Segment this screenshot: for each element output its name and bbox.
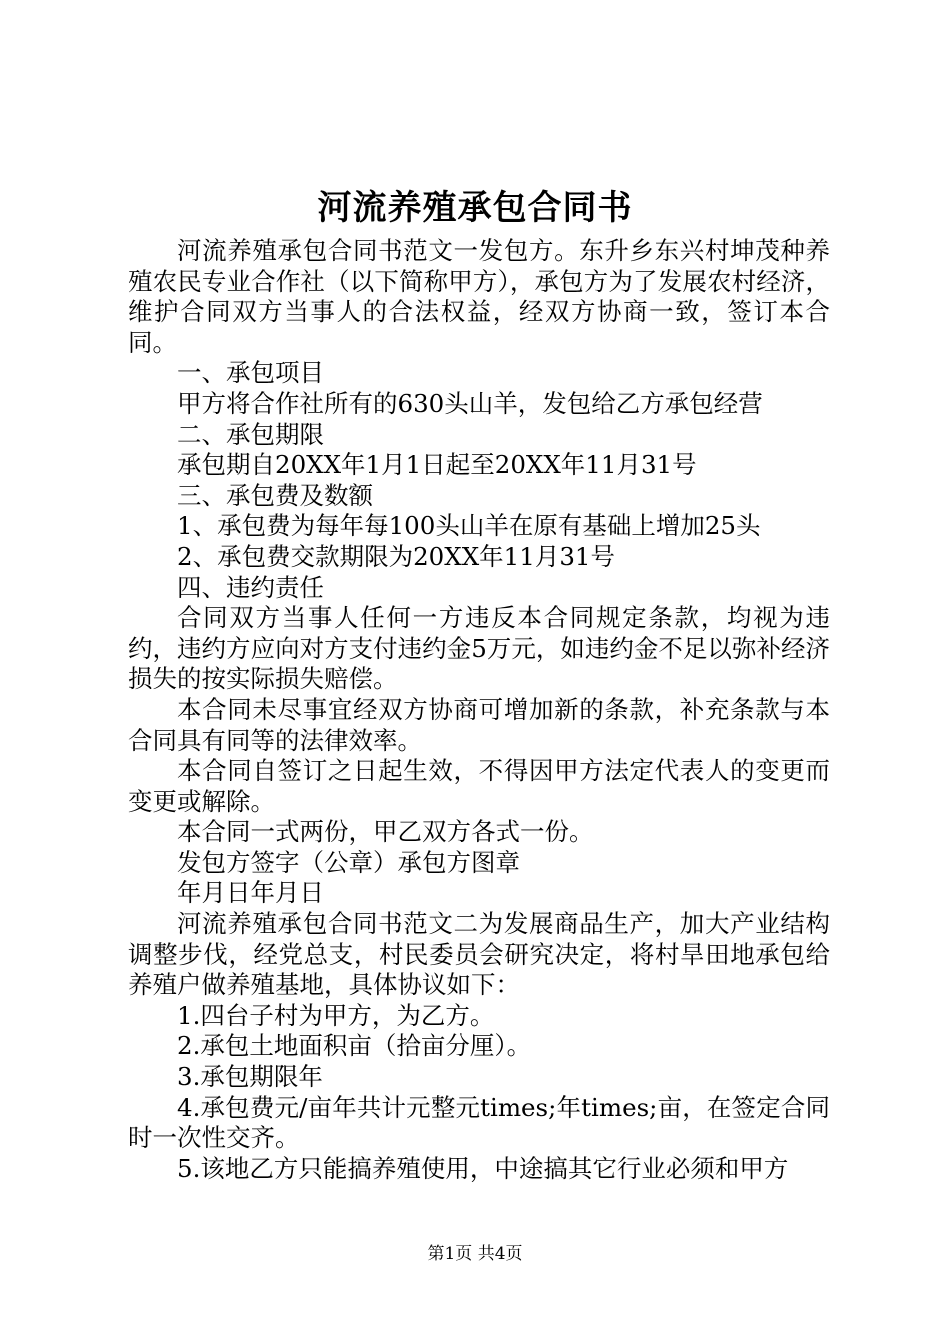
document-title: 河流养殖承包合同书 [317,188,633,228]
paragraph: 河流养殖承包合同书范文一发包方。东升乡东兴村坤茂种养殖农民专业合作社（以下简称甲方），承包方为了发展农村经济，维护合同双方当事人的合法权益，经双方协商一致，签订本合同。 [128,236,830,357]
paragraph: 2.承包土地面积亩（拾亩分厘）。 [177,1031,532,1061]
paragraph: 四、违约责任 [177,572,324,602]
paragraph: 5.该地乙方只能搞养殖使用，中途搞其它行业必须和甲方 [177,1153,789,1183]
paragraph: 2、承包费交款期限为20XX年11月31号 [177,541,615,571]
paragraph: 4.承包费元/亩年共计元整元times;年times;亩，在签定合同时一次性交齐。 [128,1092,830,1153]
paragraph: 河流养殖承包合同书范文二为发展商品生产，加大产业结构调整步伐，经党总支，村民委员会研究决定，将村旱田地承包给养殖户做养殖基地，具体协议如下： [128,909,830,1000]
paragraph: 一、承包项目 [177,358,324,388]
document-body [128,236,830,1184]
paragraph: 本合同一式两份，甲乙双方各式一份。 [177,817,594,847]
paragraph: 本合同未尽事宜经双方协商可增加新的条款，补充条款与本合同具有同等的法律效率。 [128,694,830,755]
paragraph: 合同双方当事人任何一方违反本合同规定条款，均视为违约，违约方应向对方支付违约金5万元，如违约金不足以弥补经济损失的按实际损失赔偿。 [128,603,830,694]
paragraph: 3.承包期限年 [177,1062,323,1092]
paragraph: 承包期自20XX年1月1日起至20XX年11月31号 [177,450,697,480]
paragraph: 发包方签字（公章）承包方图章 [177,847,520,877]
paragraph: 二、承包期限 [177,419,324,449]
page-footer: 第1页 共4页 [427,1244,523,1264]
paragraph: 1.四台子村为甲方，为乙方。 [177,1000,495,1030]
paragraph: 1、承包费为每年每100头山羊在原有基础上增加25头 [177,511,761,541]
paragraph: 年月日年月日 [177,878,324,908]
paragraph: 甲方将合作社所有的630头山羊，发包给乙方承包经营 [177,388,763,418]
paragraph: 三、承包费及数额 [177,480,373,510]
paragraph: 本合同自签订之日起生效，不得因甲方法定代表人的变更而变更或解除。 [128,756,830,816]
